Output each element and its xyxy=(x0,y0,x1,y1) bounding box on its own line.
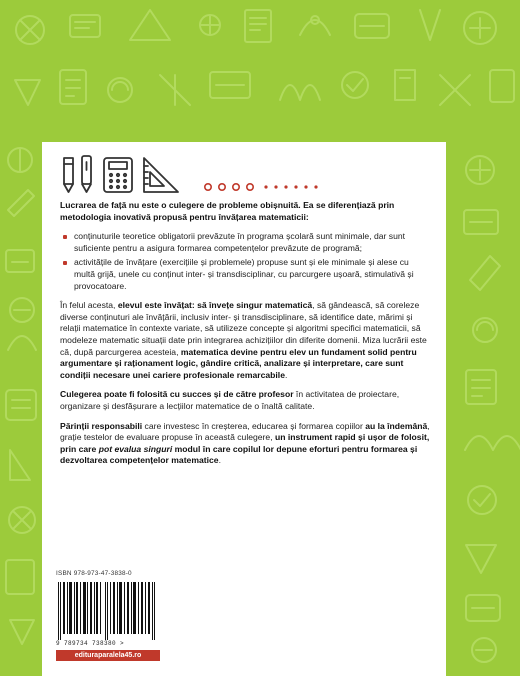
intro-paragraph: Lucrarea de față nu este o culegere de probleme obișnuită. Ea se diferențiază prin metodologia inovativă propusă pentru învățarea matematicii: xyxy=(60,200,395,222)
description-text xyxy=(60,200,432,475)
teacher-paragraph: Culegerea poate fi folosită cu succes și de către profesor în activitatea de proiectare, organizare și desfășurare a lecțiilor matematice de o înaltă calitate. xyxy=(60,389,400,411)
calculator-icon xyxy=(104,158,132,192)
parents-paragraph: Părinții responsabili care investesc în creșterea, educarea și formarea copiilor au la îndemână, grație testelor de evaluare propuse în această culegere, un instrument rapid și ușor de folosit, prin care pot evalua singuri modul în care copilul lor depune eforturi pentru formarea și dezvoltarea competențelor matematice. xyxy=(60,420,430,466)
decorative-dots xyxy=(202,182,326,192)
list-item: conținuturile teoretice obligatorii prevăzute în programa școlară sunt minimale, dar sunt suficiente pentru a asigura formarea competențelor prevăzute de programă; xyxy=(74,231,432,254)
publisher-website[interactable]: edituraparalela45.ro xyxy=(56,650,160,661)
barcode-digits: 9 789734 738380 > xyxy=(56,640,125,647)
student-paragraph: În felul acesta, elevul este învățat: să învețe singur matematică, să gândească, să coreleze diverse conținuturi ale învățării, inclusiv inter- și transdisciplinare, să identifice date, mărimi și relații matematice în contexte variate, să utilizeze concepte și algoritmi specifici matematicii, să modeleze matematic situații date prin integrarea achizițiilor din diferite domenii. Miza lucrării este că, după parcurgerea acesteia, matematica devine pentru elev un fundament solid pentru argumentare și raționament logic, gândire critică, analizare și interpretare, care sunt condiții necesare unei cariere profesionale remarcabile. xyxy=(60,300,427,380)
isbn-label: ISBN 978-973-47-3838-0 xyxy=(56,570,132,577)
set-square-icon xyxy=(144,158,178,192)
feature-list xyxy=(60,231,432,292)
pencil-icon xyxy=(64,158,73,192)
pen-icon xyxy=(82,156,91,192)
barcode xyxy=(56,582,160,640)
list-item: activitățile de învățare (exercițiile și problemele) propuse sunt și ele minimale și alese cu multă grijă, unele cu conținut inter- și transdisciplinar, cu parcurgere ușoară, stimulativă și provocatoare. xyxy=(74,257,432,292)
content-panel xyxy=(42,142,446,676)
